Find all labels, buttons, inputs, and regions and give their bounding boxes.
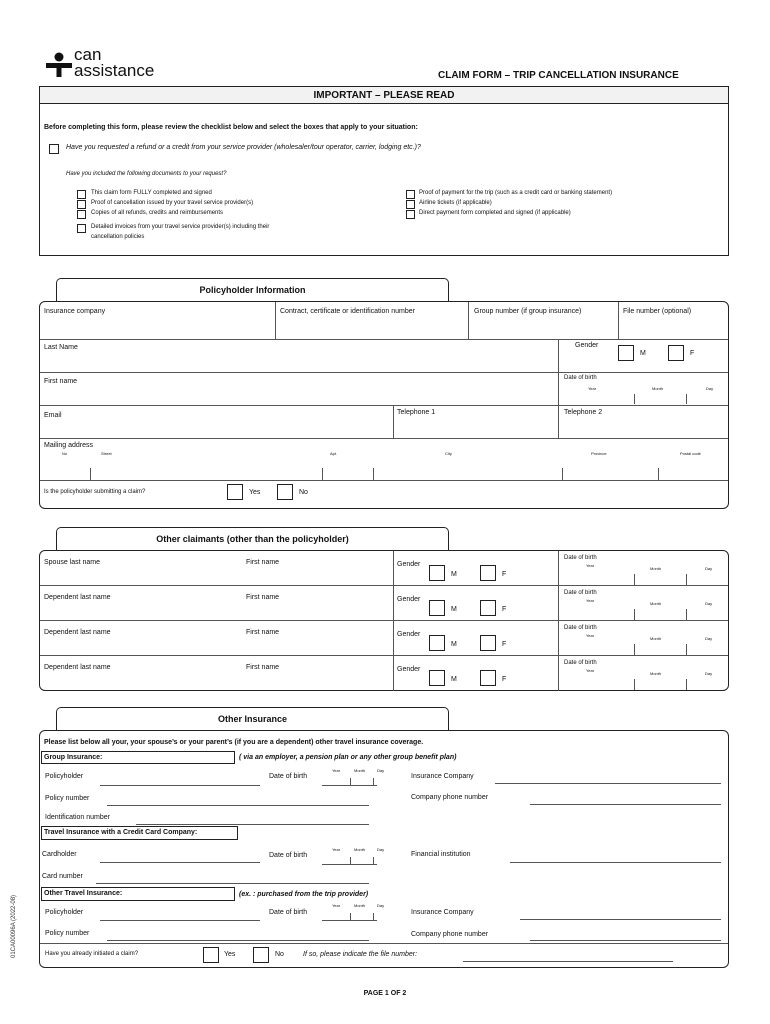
initiated-yes-checkbox[interactable] — [203, 947, 219, 963]
dob-day-label: Day — [706, 386, 714, 391]
claimant-dob-day: Day — [705, 601, 713, 606]
important-heading: IMPORTANT – PLEASE READ — [40, 87, 728, 104]
credit-dob-label: Date of birth — [269, 852, 308, 859]
brand-line2: assistance — [74, 61, 155, 80]
claimants-section — [39, 550, 729, 691]
contract-label: Contract, certificate or identification number — [280, 308, 416, 315]
page-number: PAGE 1 OF 2 — [363, 990, 407, 997]
other-insurance-intro: Please list below all your, your spouse’s or your parent’s (if you are a dependent) other travel insurance coverage. — [44, 739, 424, 746]
important-intro: Before completing this form, please review the checklist below and select the boxes that apply to your situation: — [44, 124, 418, 131]
claimant-gender-label: Gender — [397, 561, 421, 568]
group-dob-year: Year — [332, 768, 341, 773]
claimant-gender-m-checkbox[interactable] — [429, 670, 445, 686]
dob-year-label: Year — [588, 386, 597, 391]
last-name-label: Last Name — [44, 344, 78, 351]
credit-dob-month: Month — [354, 847, 366, 852]
claimant-dob-day: Day — [705, 566, 713, 571]
claimant-gender-m-checkbox[interactable] — [429, 600, 445, 616]
doc-item-cancellation: Proof of cancellation issued by your travel service provider(s) — [91, 200, 254, 206]
submitting-yes-label: Yes — [249, 489, 261, 496]
dob-month-label: Month — [652, 386, 664, 391]
other-insurance-section — [39, 730, 729, 968]
initiated-no-checkbox[interactable] — [253, 947, 269, 963]
claimant-gender-m-label: M — [451, 641, 457, 648]
initiated-claim-label: Have you already initiated a claim? — [45, 951, 139, 957]
card-number-label: Card number — [42, 873, 83, 880]
doc-checkbox-form[interactable] — [77, 190, 86, 199]
important-section — [39, 86, 729, 256]
claimant-gender-m-label: M — [451, 676, 457, 683]
claimant-last-name-label: Spouse last name — [44, 559, 101, 566]
group-policyholder-label: Policyholder — [45, 773, 84, 780]
claimant-row — [40, 551, 728, 586]
address-no-label: No — [62, 451, 68, 456]
form-code: 01CA00096A (2022-08) — [11, 894, 17, 958]
other-dob-month: Month — [354, 903, 366, 908]
email-label: Email — [44, 412, 62, 419]
submitting-yes-checkbox[interactable] — [227, 484, 243, 500]
claimant-gender-f-checkbox[interactable] — [480, 635, 496, 651]
initiated-yes-label: Yes — [224, 951, 236, 958]
other-insurance-tab: Other Insurance — [56, 707, 449, 731]
gender-m-label: M — [640, 350, 646, 357]
doc-checkbox-invoices[interactable] — [77, 224, 86, 233]
claimant-gender-label: Gender — [397, 631, 421, 638]
claimant-first-name-label: First name — [246, 559, 280, 566]
submitting-no-checkbox[interactable] — [277, 484, 293, 500]
group-insurance-note: ( via an employer, a pension plan or any other group benefit plan) — [239, 754, 457, 761]
claimant-dob-label: Date of birth — [564, 660, 597, 666]
claimant-dob-month: Month — [650, 636, 662, 641]
group-dob-day: Day — [377, 768, 385, 773]
claimant-dob-year: Year — [586, 668, 595, 673]
doc-item-payment: Proof of payment for the trip (such as a credit card or banking statement) — [419, 190, 613, 196]
address-postal-label: Postal code — [680, 451, 701, 456]
group-insurance-company-label: Insurance Company — [411, 773, 474, 780]
claimant-gender-f-checkbox[interactable] — [480, 565, 496, 581]
doc-checkbox-payment[interactable] — [406, 190, 415, 199]
claimant-gender-m-label: M — [451, 571, 457, 578]
claimant-first-name-label: First name — [246, 664, 280, 671]
claimant-dob-month: Month — [650, 566, 662, 571]
claimant-gender-f-label: F — [502, 641, 507, 648]
claimant-gender-label: Gender — [397, 596, 421, 603]
claimant-gender-m-label: M — [451, 606, 457, 613]
other-dob-day: Day — [377, 903, 385, 908]
group-policy-number-label: Policy number — [45, 795, 90, 802]
dob-label: Date of birth — [564, 375, 597, 381]
other-travel-label: Other Travel Insurance: — [41, 887, 235, 901]
mailing-address-label: Mailing address — [44, 442, 94, 449]
claimant-gender-m-checkbox[interactable] — [429, 565, 445, 581]
submitting-no-label: No — [299, 489, 308, 496]
credit-dob-year: Year — [332, 847, 341, 852]
claimant-dob-label: Date of birth — [564, 555, 597, 561]
submitting-claim-label: Is the policyholder submitting a claim? — [44, 489, 146, 495]
other-dob-label: Date of birth — [269, 909, 308, 916]
claimant-dob-month: Month — [650, 601, 662, 606]
claimant-gender-f-label: F — [502, 676, 507, 683]
cardholder-label: Cardholder — [42, 851, 77, 858]
address-apt-label: Apt. — [330, 451, 338, 456]
gender-f-label: F — [690, 350, 695, 357]
claimant-dob-label: Date of birth — [564, 590, 597, 596]
claimant-gender-f-checkbox[interactable] — [480, 670, 496, 686]
group-dob-month: Month — [354, 768, 366, 773]
doc-checkbox-direct[interactable] — [406, 210, 415, 219]
file-number-note: If so, please indicate the file number: — [303, 951, 418, 958]
documents-question: Have you included the following documents to your request? — [66, 171, 227, 177]
doc-checkbox-cancellation[interactable] — [77, 200, 86, 209]
telephone1-label: Telephone 1 — [397, 409, 436, 416]
claimant-gender-f-checkbox[interactable] — [480, 600, 496, 616]
group-number-label: Group number (if group insurance) — [474, 308, 582, 315]
claimant-first-name-label: First name — [246, 594, 280, 601]
initiated-no-label: No — [275, 951, 284, 958]
other-policy-number-label: Policy number — [45, 930, 90, 937]
claimant-dob-day: Day — [705, 636, 713, 641]
group-dob-label: Date of birth — [269, 773, 308, 780]
claimant-last-name-label: Dependent last name — [44, 629, 111, 636]
brand-logo — [46, 45, 186, 84]
telephone2-label: Telephone 2 — [564, 409, 603, 416]
claimant-gender-f-label: F — [502, 571, 507, 578]
claimant-dob-day: Day — [705, 671, 713, 676]
claimant-gender-label: Gender — [397, 666, 421, 673]
doc-item-refunds: Copies of all refunds, credits and reimbursements — [91, 210, 224, 216]
credit-dob-day: Day — [377, 847, 385, 852]
insurance-company-label: Insurance company — [44, 308, 106, 315]
plus-cross-icon — [46, 52, 72, 78]
claimant-row — [40, 621, 728, 656]
gender-m-checkbox[interactable] — [618, 345, 634, 361]
claimant-gender-f-label: F — [502, 606, 507, 613]
brand-line1: can — [74, 45, 102, 64]
identification-number-label: Identification number — [45, 814, 110, 821]
financial-institution-label: Financial institution — [411, 851, 471, 858]
first-name-label: First name — [44, 378, 78, 385]
form-title: CLAIM FORM – TRIP CANCELLATION INSURANCE — [438, 70, 679, 81]
claimants-tab: Other claimants (other than the policyholder) — [56, 527, 449, 551]
file-number-label: File number (optional) — [623, 308, 692, 315]
address-street-label: Street — [101, 451, 112, 456]
address-province-label: Province — [591, 451, 607, 456]
policyholder-section — [39, 301, 729, 509]
doc-checkbox-refunds[interactable] — [77, 210, 86, 219]
doc-item-invoices: Detailed invoices from your travel service provider(s) including their — [91, 224, 270, 230]
claimant-dob-month: Month — [650, 671, 662, 676]
credit-card-label: Travel Insurance with a Credit Card Company: — [41, 826, 238, 840]
claimant-dob-year: Year — [586, 563, 595, 568]
refund-question: Have you requested a refund or a credit from your service provider (wholesaler/tour operator, carrier, lodging etc.)? — [66, 144, 421, 151]
address-city-label: City — [445, 451, 452, 456]
claimant-row — [40, 656, 728, 691]
refund-checkbox[interactable] — [49, 144, 59, 154]
claimant-last-name-label: Dependent last name — [44, 664, 111, 671]
other-company-phone-label: Company phone number — [411, 931, 489, 938]
other-dob-year: Year — [332, 903, 341, 908]
group-company-phone-label: Company phone number — [411, 794, 489, 801]
other-policyholder-label: Policyholder — [45, 909, 84, 916]
gender-label: Gender — [575, 342, 599, 349]
claimant-row — [40, 586, 728, 621]
claimant-dob-year: Year — [586, 598, 595, 603]
doc-item-invoices-cont: cancellation policies — [91, 234, 145, 240]
doc-item-direct: Direct payment form completed and signed (if applicable) — [419, 210, 571, 216]
claimant-dob-year: Year — [586, 633, 595, 638]
doc-item-tickets: Airline tickets (if applicable) — [419, 200, 492, 206]
doc-checkbox-tickets[interactable] — [406, 200, 415, 209]
gender-f-checkbox[interactable] — [668, 345, 684, 361]
other-travel-note: (ex. : purchased from the trip provider) — [239, 891, 369, 898]
claimant-gender-m-checkbox[interactable] — [429, 635, 445, 651]
claimant-first-name-label: First name — [246, 629, 280, 636]
other-insurance-company-label: Insurance Company — [411, 909, 474, 916]
claimant-dob-label: Date of birth — [564, 625, 597, 631]
policyholder-tab: Policyholder Information — [56, 278, 449, 302]
group-insurance-label: Group Insurance: — [41, 751, 235, 764]
doc-item-form: This claim form FULLY completed and signed — [91, 190, 212, 196]
claimant-last-name-label: Dependent last name — [44, 594, 111, 601]
